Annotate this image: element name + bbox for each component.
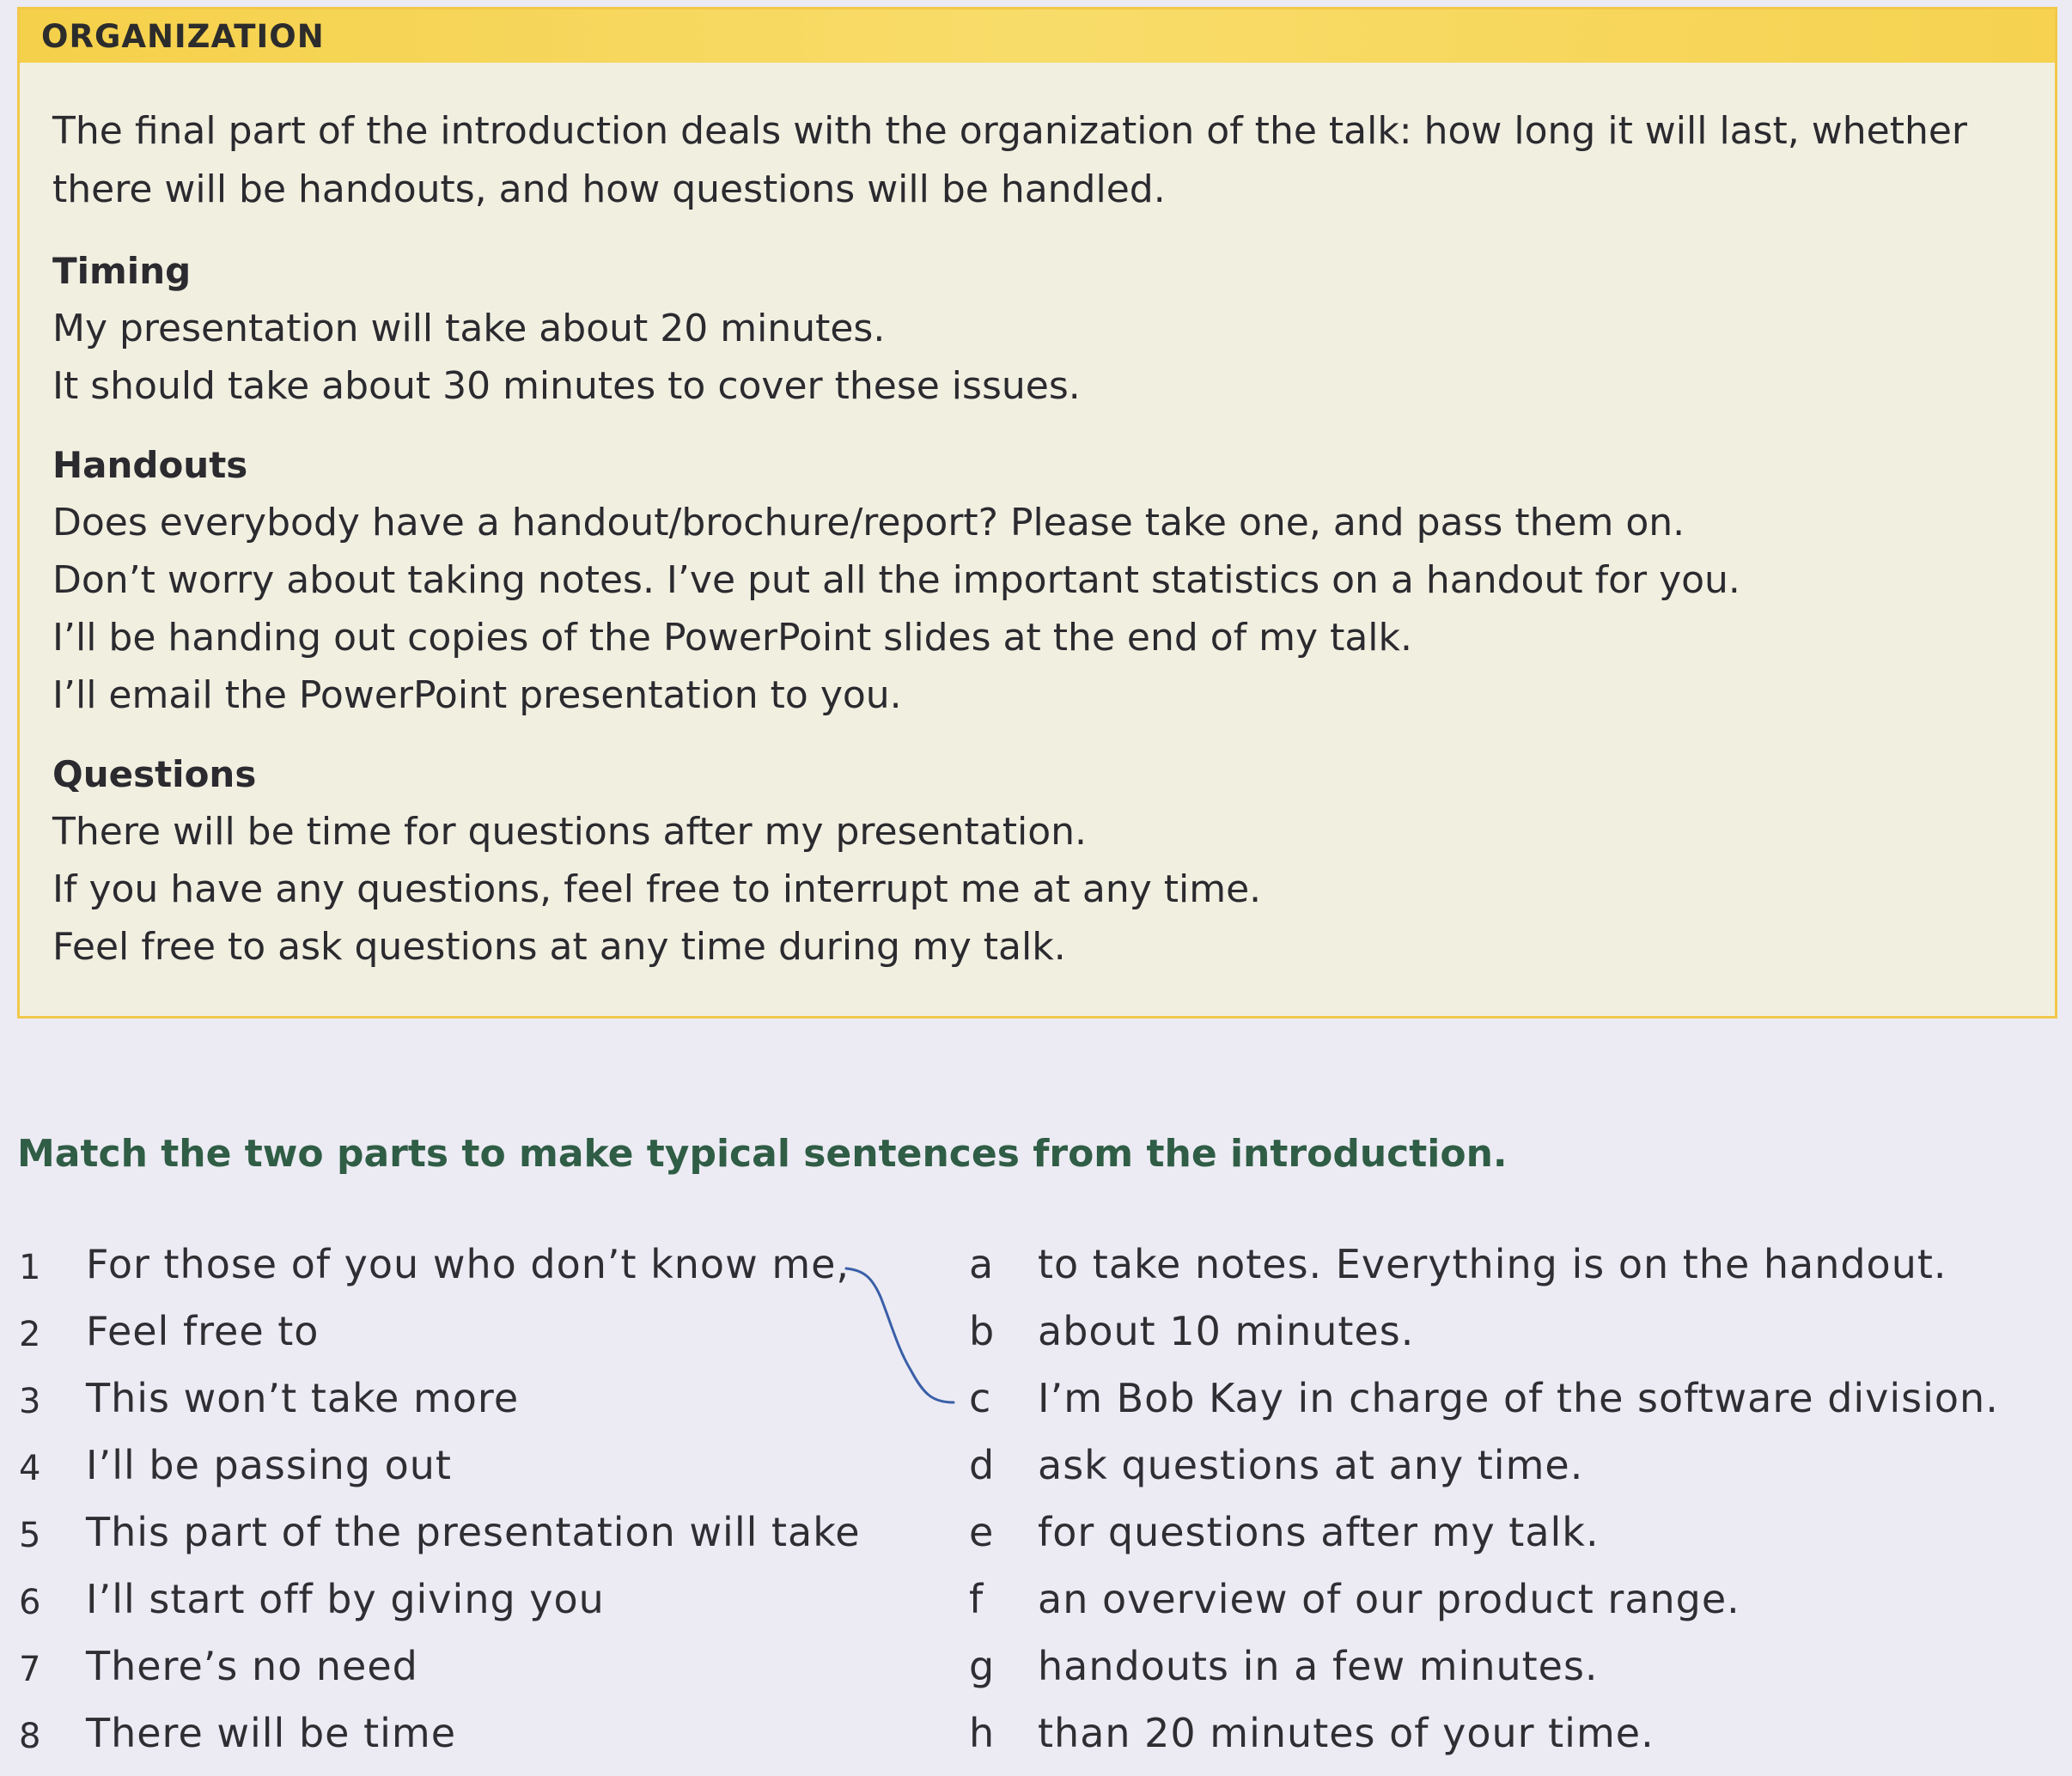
phrase-line: Don’t worry about taking notes. I’ve put all the important statistics on a handout for you.: [52, 558, 1740, 602]
phrase-line: I’ll be handing out copies of the PowerPoint slides at the end of my talk.: [52, 616, 1412, 660]
match-row: [0, 1433, 2072, 1500]
section-heading: Handouts: [52, 444, 248, 486]
item-letter: e: [969, 1509, 995, 1555]
answer-connector-line: [838, 1258, 966, 1421]
match-row: [0, 1701, 2072, 1768]
sentence-end: to take notes. Everything is on the handout.: [1038, 1241, 1947, 1287]
sentence-end: I’m Bob Kay in charge of the software division.: [1038, 1375, 1999, 1421]
item-letter: c: [969, 1375, 992, 1421]
sentence-end: for questions after my talk.: [1038, 1509, 1600, 1555]
item-letter: h: [969, 1710, 996, 1756]
connector-path: [846, 1268, 954, 1402]
sentence-start: There’s no need: [86, 1643, 418, 1689]
item-number: 4: [19, 1449, 42, 1488]
organization-box: [17, 7, 2057, 1019]
item-number: 2: [19, 1315, 42, 1354]
phrase-line: Feel free to ask questions at any time during my talk.: [52, 925, 1066, 969]
box-body: [20, 63, 2055, 976]
item-letter: f: [969, 1576, 984, 1622]
item-number: 1: [19, 1248, 42, 1287]
match-row: [0, 1500, 2072, 1567]
item-letter: d: [969, 1442, 996, 1488]
phrase-line: It should take about 30 minutes to cover these issues.: [52, 364, 1081, 408]
sentence-end: handouts in a few minutes.: [1038, 1643, 1599, 1689]
box-title: ORGANIZATION: [41, 17, 325, 55]
item-number: 3: [19, 1382, 42, 1421]
section-heading: Questions: [52, 753, 257, 795]
sentence-start: For those of you who don’t know me,: [86, 1241, 850, 1287]
match-row: [0, 1634, 2072, 1701]
item-letter: a: [969, 1241, 995, 1287]
phrase-line: I’ll email the PowerPoint presentation to you.: [52, 673, 902, 717]
phrase-line: My presentation will take about 20 minutes.: [52, 307, 886, 350]
sentence-start: There will be time: [86, 1710, 457, 1756]
intro-paragraph: The final part of the introduction deals with the organization of the talk: how long it will last, whether there will be handouts, and how questions will be handled.: [52, 109, 1968, 211]
sentence-start: I’ll be passing out: [86, 1442, 452, 1488]
exercise-instruction: Match the two parts to make typical sentences from the introduction.: [17, 1132, 1508, 1176]
sentence-start: This part of the presentation will take: [86, 1509, 861, 1555]
box-header: [20, 9, 2055, 63]
sentence-start: I’ll start off by giving you: [86, 1576, 605, 1622]
match-row: [0, 1567, 2072, 1634]
section-heading: Timing: [52, 250, 192, 292]
item-number: 8: [19, 1717, 42, 1756]
item-number: 6: [19, 1583, 42, 1622]
item-letter: b: [969, 1308, 996, 1354]
phrase-line: Does everybody have a handout/brochure/report? Please take one, and pass them on.: [52, 501, 1685, 544]
section-handouts: [52, 437, 2055, 724]
item-letter: g: [969, 1643, 996, 1689]
sentence-end: about 10 minutes.: [1038, 1308, 1415, 1354]
section-questions: [52, 746, 2055, 976]
match-row: [0, 1366, 2072, 1433]
match-row: [0, 1299, 2072, 1366]
item-number: 7: [19, 1650, 42, 1689]
section-timing: [52, 243, 2055, 415]
sentence-end: ask questions at any time.: [1038, 1442, 1584, 1488]
item-number: 5: [19, 1516, 42, 1555]
sentence-start: This won’t take more: [86, 1375, 520, 1421]
sentence-end: an overview of our product range.: [1038, 1576, 1740, 1622]
phrase-line: If you have any questions, feel free to interrupt me at any time.: [52, 867, 1262, 911]
sentence-end: than 20 minutes of your time.: [1038, 1710, 1655, 1756]
phrase-line: There will be time for questions after my presentation.: [52, 810, 1087, 854]
sentence-start: Feel free to: [86, 1308, 320, 1354]
match-row: [0, 1232, 2072, 1299]
